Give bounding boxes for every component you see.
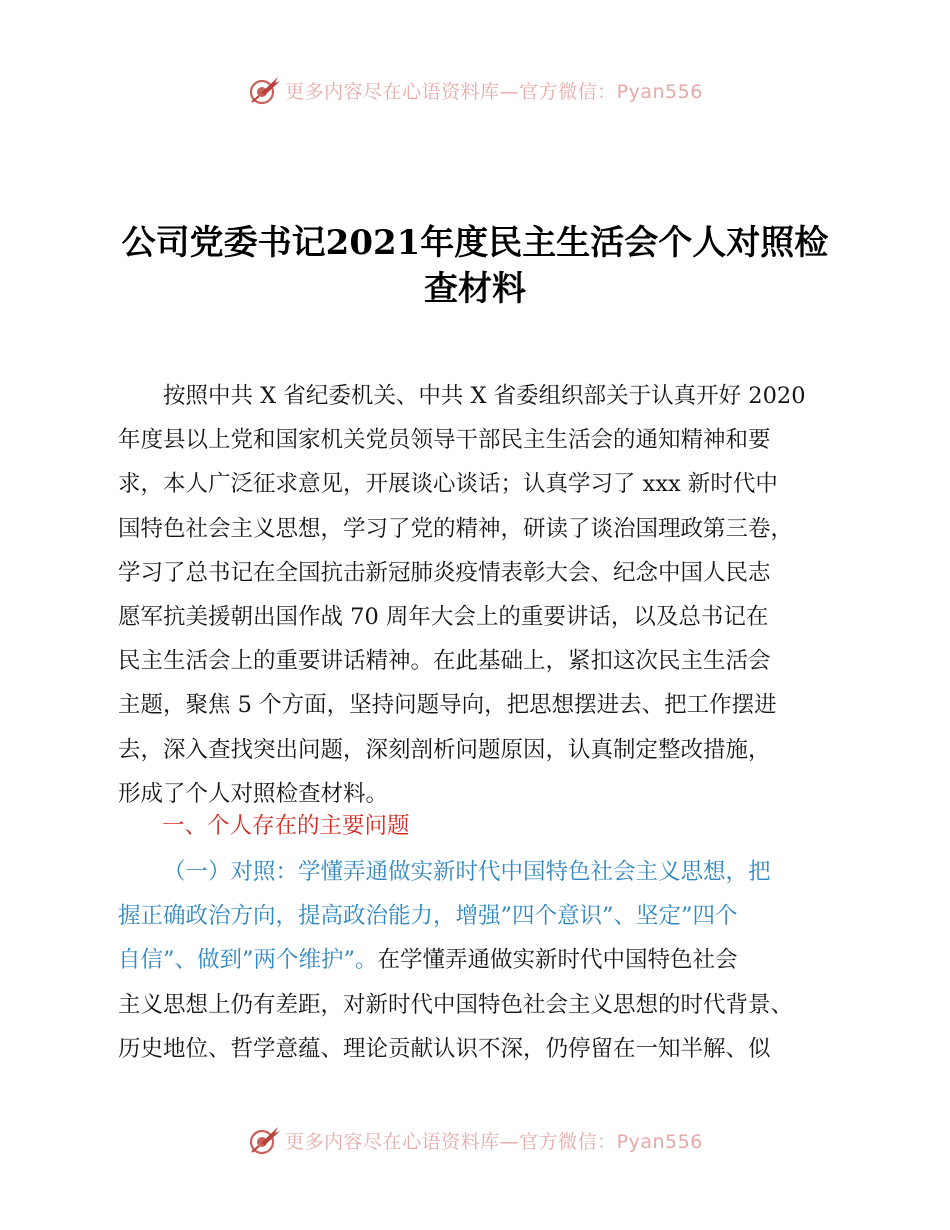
item-1-line: 主义思想上仍有差距，对新时代中国特色社会主义思想的时代背景、: [118, 991, 794, 1018]
item-1-line: [118, 938, 848, 982]
intro-line: 按照中共 X 省纪委机关、中共 X 省委组织部关于认真开好 2020: [163, 383, 806, 409]
footer-watermark: [0, 1122, 950, 1158]
intro-line: 去，深入查找突出问题，深刻剖析问题原因，认真制定整改措施，: [118, 736, 771, 763]
title-line-1: 公司党委书记2021年度民主生活会个人对照检: [121, 223, 829, 263]
quill-pen-logo-icon: [247, 1124, 281, 1156]
title-line-2: 查材料: [424, 269, 526, 309]
quill-pen-logo-icon: [247, 74, 281, 106]
intro-line: 形成了个人对照检查材料。: [118, 780, 389, 807]
item-1-blue-fragment: 自信”、做到”两个维护”。: [118, 947, 378, 974]
intro-line: 民主生活会上的重要讲话精神。在此基础上，紧扣这次民主生活会: [118, 648, 771, 675]
header-watermark: [0, 72, 950, 108]
watermark-text: 更多内容尽在心语资料库—官方微信：Pyan556: [285, 80, 703, 103]
intro-line: 国特色社会主义思想，学习了党的精神，研读了谈治国理政第三卷，: [118, 515, 794, 542]
item-1-black-fragment: 在学懂弄通做实新时代中国特色社会: [377, 947, 738, 974]
section-heading-1: 一、个人存在的主要问题: [162, 813, 410, 839]
intro-line: 学习了总书记在全国抗击新冠肺炎疫情表彰大会、纪念中国人民志: [118, 559, 771, 586]
intro-line: 年度县以上党和国家机关党员领导干部民主生活会的通知精神和要: [118, 427, 771, 454]
intro-line: 愿军抗美援朝出国作战 70 周年大会上的重要讲话，以及总书记在: [118, 603, 769, 630]
intro-paragraph: [118, 374, 848, 816]
item-1-paragraph: [118, 850, 848, 1071]
intro-line: 主题，聚焦 5 个方面，坚持问题导向，把思想摆进去、把工作摆进: [118, 692, 777, 719]
item-1-line: 历史地位、哲学意蕴、理论贡献认识不深，仍停留在一知半解、似: [118, 1035, 771, 1062]
document-title: [0, 220, 950, 312]
item-1-line: 握正确政治方向，提高政治能力，增强”四个意识”、坚定”四个: [118, 903, 738, 930]
intro-line: 求，本人广泛征求意见，开展谈心谈话；认真学习了 xxx 新时代中: [118, 471, 778, 498]
watermark-text: 更多内容尽在心语资料库—官方微信：Pyan556: [285, 1130, 703, 1153]
item-1-line: （一）对照：学懂弄通做实新时代中国特色社会主义思想，把: [163, 859, 771, 885]
